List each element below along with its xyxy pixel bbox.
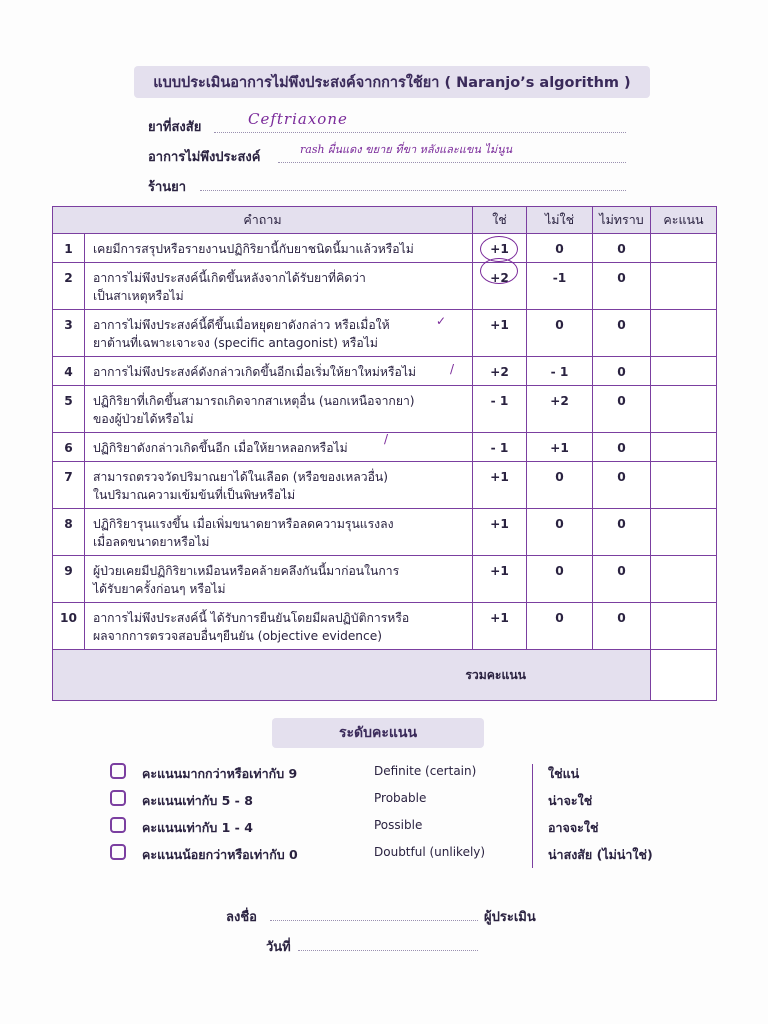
- unknown-value[interactable]: 0: [593, 234, 651, 263]
- question-line: ปฏิกิริยาดังกล่าวเกิดขึ้นอีก เมื่อให้ยาหลอกหรือไม่: [93, 441, 348, 455]
- drug-label: ยาที่สงสัย: [148, 120, 202, 135]
- header-question: คำถาม: [53, 207, 473, 234]
- question-number: 5: [53, 386, 85, 433]
- question-text: [85, 310, 473, 357]
- score-cell[interactable]: [651, 462, 717, 509]
- score-cell[interactable]: [651, 357, 717, 386]
- score-cell[interactable]: [651, 556, 717, 603]
- question-text: [85, 263, 473, 310]
- score-cell[interactable]: [651, 263, 717, 310]
- level-interpretation: อาจจะใช่: [548, 820, 599, 835]
- question-row: [53, 386, 717, 433]
- score-cell[interactable]: [651, 433, 717, 462]
- question-row: [53, 462, 717, 509]
- question-line: เป็นสาเหตุหรือไม่: [93, 289, 184, 303]
- level-thai-label: คะแนนน้อยกว่าหรือเท่ากับ 0: [142, 847, 298, 862]
- level-item: [110, 789, 710, 811]
- level-thai-label: คะแนนเท่ากับ 1 - 4: [142, 820, 253, 835]
- level-interpretation: น่าสงสัย (ไม่น่าใช่): [548, 847, 653, 862]
- question-line: ของผู้ป่วยได้หรือไม่: [93, 412, 194, 426]
- sign-line[interactable]: [270, 920, 478, 921]
- unknown-value[interactable]: 0: [593, 556, 651, 603]
- question-number: 9: [53, 556, 85, 603]
- form-title-text: แบบประเมินอาการไม่พึงประสงค์จากการใช้ยา ( Naranjo’s algorithm ): [153, 74, 631, 91]
- question-text: [85, 462, 473, 509]
- level-checkbox[interactable]: [110, 763, 126, 779]
- level-item: [110, 843, 710, 865]
- yes-value[interactable]: +1: [473, 462, 527, 509]
- unknown-value[interactable]: 0: [593, 357, 651, 386]
- level-item: [110, 762, 710, 784]
- level-thai-label: คะแนนเท่ากับ 5 - 8: [142, 793, 253, 808]
- unknown-value[interactable]: 0: [593, 310, 651, 357]
- score-cell[interactable]: [651, 310, 717, 357]
- date-line[interactable]: [298, 950, 478, 951]
- question-number: 10: [53, 603, 85, 650]
- yes-value[interactable]: +2: [473, 263, 527, 310]
- total-row: [53, 650, 717, 701]
- question-line: ผู้ป่วยเคยมีปฏิกิริยาเหมือนหรือคล้ายคลึงกันนี้มาก่อนในการ: [93, 564, 400, 578]
- question-text: [85, 386, 473, 433]
- question-row: [53, 234, 717, 263]
- question-number: 6: [53, 433, 85, 462]
- question-number: 4: [53, 357, 85, 386]
- no-value[interactable]: +1: [527, 433, 593, 462]
- question-text: [85, 234, 473, 263]
- level-checkbox[interactable]: [110, 817, 126, 833]
- question-line: ยาต้านที่เฉพาะเจาะจง (specific antagonist) หรือไม่: [93, 336, 378, 350]
- level-english-label: Probable: [374, 791, 427, 805]
- question-number: 8: [53, 509, 85, 556]
- tick-mark-q4: /: [450, 362, 455, 376]
- no-value[interactable]: 0: [527, 234, 593, 263]
- assessor-label: ผู้ประเมิน: [484, 910, 536, 925]
- reaction-label: อาการไม่พึงประสงค์: [148, 150, 261, 165]
- question-text: [85, 357, 473, 386]
- yes-value[interactable]: +1: [473, 310, 527, 357]
- score-cell[interactable]: [651, 386, 717, 433]
- total-score-cell[interactable]: [651, 650, 717, 701]
- question-line: อาการไม่พึงประสงค์ดังกล่าวเกิดขึ้นอีกเมื่อเริ่มให้ยาใหม่หรือไม่: [93, 365, 416, 379]
- question-line: สามารถตรวจวัดปริมาณยาได้ในเลือด (หรือของเหลวอื่น): [93, 470, 388, 484]
- question-line: ผลจากการตรวจสอบอื่นๆยืนยัน (objective evidence): [93, 629, 382, 643]
- naranjo-table: [52, 206, 717, 701]
- score-cell[interactable]: [651, 509, 717, 556]
- total-label: รวมคะแนน: [53, 650, 651, 701]
- level-checkbox[interactable]: [110, 790, 126, 806]
- no-value[interactable]: - 1: [527, 357, 593, 386]
- question-row: [53, 556, 717, 603]
- question-line: เคยมีการสรุปหรือรายงานปฏิกิริยานี้กับยาชนิดนี้มาแล้วหรือไม่: [93, 242, 414, 256]
- unknown-value[interactable]: 0: [593, 509, 651, 556]
- question-line: ปฏิกิริยารุนแรงขึ้น เมื่อเพิ่มขนาดยาหรือลดความรุนแรงลง: [93, 517, 394, 531]
- level-interpretation: น่าจะใช่: [548, 793, 593, 808]
- score-cell[interactable]: [651, 234, 717, 263]
- question-row: [53, 263, 717, 310]
- level-english-label: Definite (certain): [374, 764, 477, 778]
- unknown-value[interactable]: 0: [593, 433, 651, 462]
- yes-value[interactable]: +1: [473, 556, 527, 603]
- levels-title-text: ระดับคะแนน: [338, 725, 418, 741]
- question-row: [53, 357, 717, 386]
- yes-value[interactable]: +1: [473, 234, 527, 263]
- question-text: [85, 556, 473, 603]
- question-row: [53, 509, 717, 556]
- no-value[interactable]: +2: [527, 386, 593, 433]
- no-value[interactable]: 0: [527, 603, 593, 650]
- yes-value[interactable]: +1: [473, 509, 527, 556]
- yes-value[interactable]: +2: [473, 357, 527, 386]
- question-text: [85, 433, 473, 462]
- question-number: 1: [53, 234, 85, 263]
- drug-line[interactable]: [214, 132, 626, 133]
- level-interpretation: ใช่แน่: [548, 766, 580, 781]
- level-checkbox[interactable]: [110, 844, 126, 860]
- score-cell[interactable]: [651, 603, 717, 650]
- pharmacy-line[interactable]: [200, 190, 626, 191]
- sign-label: ลงชื่อ: [226, 910, 257, 925]
- question-line: อาการไม่พึงประสงค์นี้ดีขึ้นเมื่อหยุดยาดังกล่าว หรือเมื่อให้: [93, 318, 390, 332]
- reaction-handwritten: rash ผื่นแดง ขยาย ที่ขา หลังและแขน ไม่นูน: [300, 143, 513, 156]
- header-yes: ใช่: [473, 207, 527, 234]
- yes-value[interactable]: +1: [473, 603, 527, 650]
- header-unknown: ไม่ทราบ: [593, 207, 651, 234]
- unknown-value[interactable]: 0: [593, 386, 651, 433]
- question-row: [53, 603, 717, 650]
- yes-value[interactable]: - 1: [473, 433, 527, 462]
- no-value[interactable]: 0: [527, 556, 593, 603]
- unknown-value[interactable]: 0: [593, 603, 651, 650]
- question-line: อาการไม่พึงประสงค์นี้เกิดขึ้นหลังจากได้รับยาที่คิดว่า: [93, 271, 366, 285]
- tick-mark-q6: /: [384, 432, 389, 446]
- reaction-line[interactable]: [278, 162, 626, 163]
- level-english-label: Possible: [374, 818, 423, 832]
- tick-mark-q3: ✓: [436, 314, 447, 328]
- no-value[interactable]: -1: [527, 263, 593, 310]
- question-number: 3: [53, 310, 85, 357]
- yes-value[interactable]: - 1: [473, 386, 527, 433]
- question-line: ในปริมาณความเข้มข้นที่เป็นพิษหรือไม่: [93, 488, 296, 502]
- question-text: [85, 509, 473, 556]
- drug-handwritten: Ceftriaxone: [248, 110, 348, 128]
- table-header-row: [53, 207, 717, 234]
- form-title: [134, 66, 650, 98]
- level-thai-label: คะแนนมากกว่าหรือเท่ากับ 9: [142, 766, 298, 781]
- level-item: [110, 816, 710, 838]
- level-english-label: Doubtful (unlikely): [374, 845, 486, 859]
- header-score: คะแนน: [651, 207, 717, 234]
- question-row: [53, 310, 717, 357]
- no-value[interactable]: 0: [527, 462, 593, 509]
- pharmacy-label: ร้านยา: [148, 180, 187, 195]
- question-text: [85, 603, 473, 650]
- question-line: ปฏิกิริยาที่เกิดขึ้นสามารถเกิดจากสาเหตุอื่น (นอกเหนือจากยา): [93, 394, 415, 408]
- circle-mark-q2: [480, 258, 518, 284]
- question-line: ได้รับยาครั้งก่อนๆ หรือไม่: [93, 582, 226, 596]
- no-value[interactable]: 0: [527, 310, 593, 357]
- question-number: 7: [53, 462, 85, 509]
- date-label: วันที่: [266, 940, 291, 955]
- question-line: เมื่อลดขนาดยาหรือไม่: [93, 535, 210, 549]
- unknown-value[interactable]: 0: [593, 263, 651, 310]
- question-number: 2: [53, 263, 85, 310]
- question-line: อาการไม่พึงประสงค์นี้ ได้รับการยืนยันโดยมีผลปฏิบัติการหรือ: [93, 611, 410, 625]
- header-no: ไม่ใช่: [527, 207, 593, 234]
- levels-title: [272, 718, 484, 748]
- unknown-value[interactable]: 0: [593, 462, 651, 509]
- no-value[interactable]: 0: [527, 509, 593, 556]
